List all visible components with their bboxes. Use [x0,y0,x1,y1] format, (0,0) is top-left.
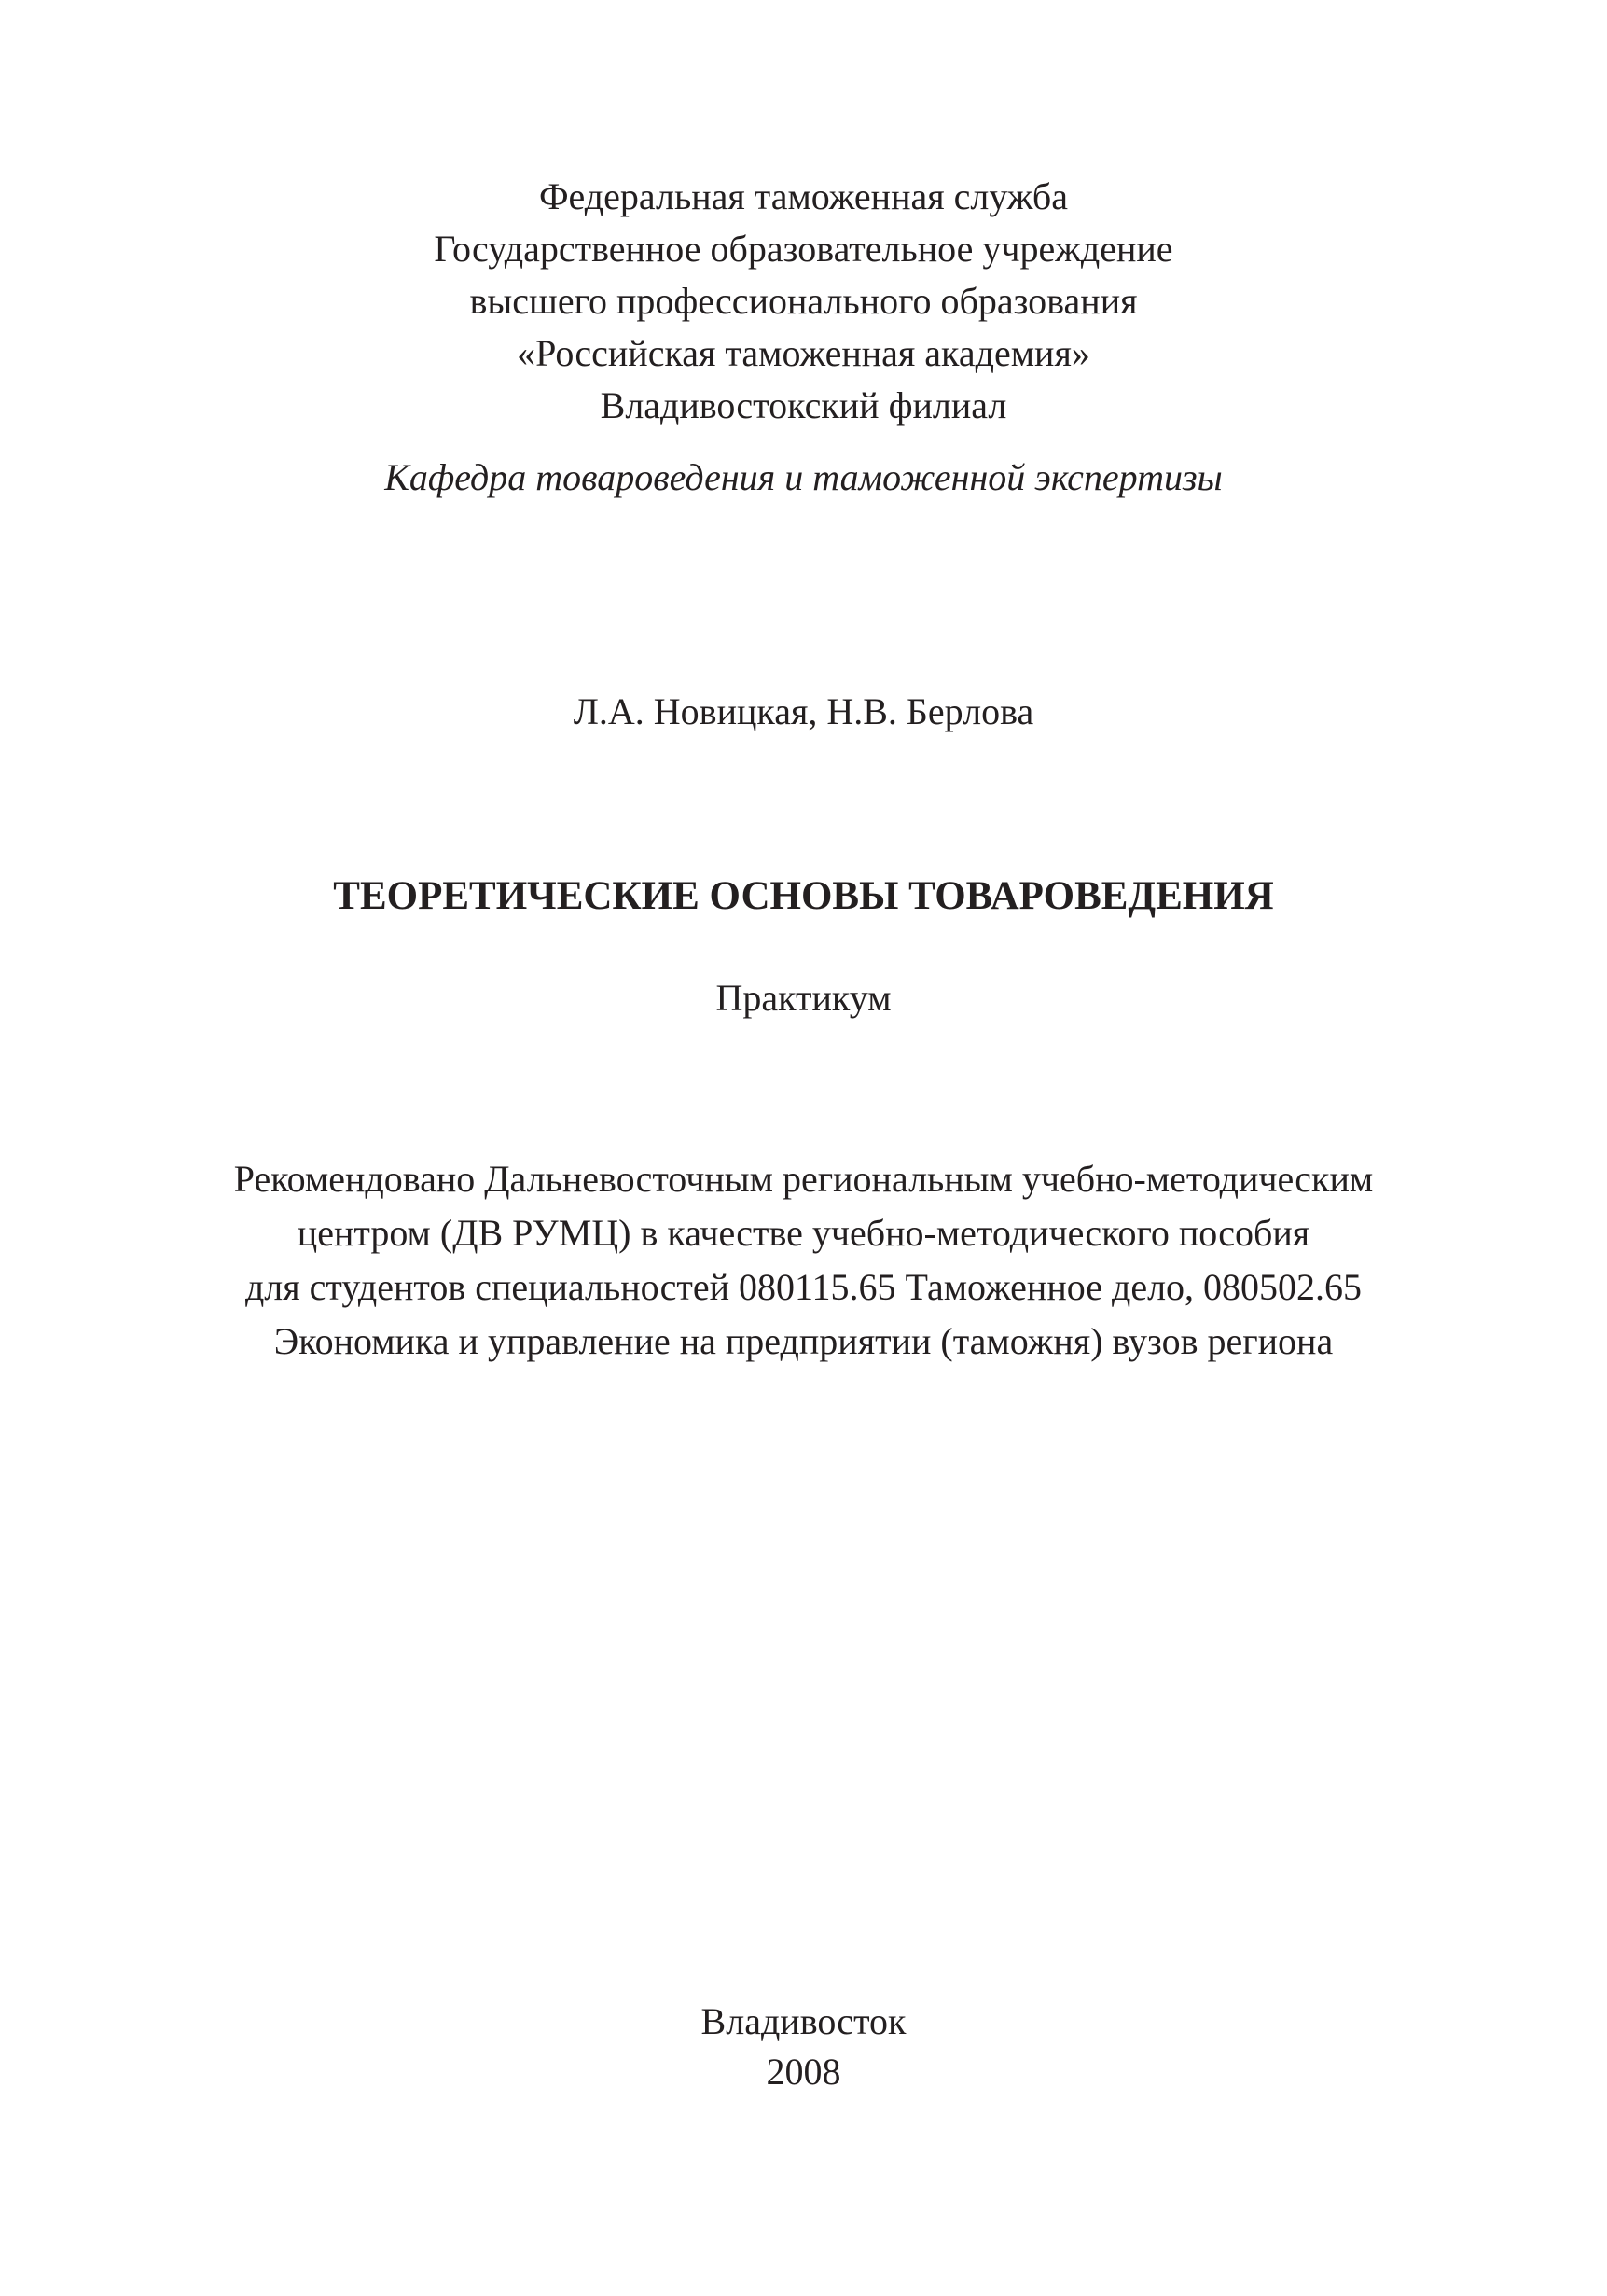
title-line: ТЕОРЕТИЧЕСКИЕ ОСНОВЫ ТОВАРОВЕДЕНИЯ [333,874,1274,918]
department-name [0,452,1607,504]
authors-line: Л.А. Новицкая, Н.В. Берлова [573,690,1034,732]
authors [0,686,1607,738]
header-line-institution: Государственное образовательное учреждение [434,228,1173,270]
document-title [0,870,1607,923]
header-line-academy: «Российская таможенная академия» [517,332,1090,374]
header-line-service: Федеральная таможенная служба [538,175,1069,217]
institution-header [0,171,1607,432]
recommendation-line: центром (ДВ РУМЦ) в качестве учебно-методического пособия [297,1212,1310,1254]
subtitle-line: Практикум [715,977,892,1019]
imprint [0,1997,1607,2097]
recommendation-line: для студентов специальностей 080115.65 Таможенное дело, 080502.65 [244,1266,1363,1308]
imprint-city: Владивосток [700,2000,907,2042]
department-line: Кафедра товароведения и таможенной экспертизы [384,456,1223,498]
imprint-year: 2008 [766,2051,841,2093]
recommendation-line: Экономика и управление на предприятии (таможня) вузов региона [273,1320,1334,1362]
recommendation-line: Рекомендовано Дальневосточным региональным учебно-методическим [233,1158,1374,1200]
header-line-education: высшего профессионального образования [469,280,1138,322]
header-line-branch: Владивостокский филиал [600,384,1007,426]
document-subtitle [0,972,1607,1024]
recommendation-note [0,1152,1607,1369]
